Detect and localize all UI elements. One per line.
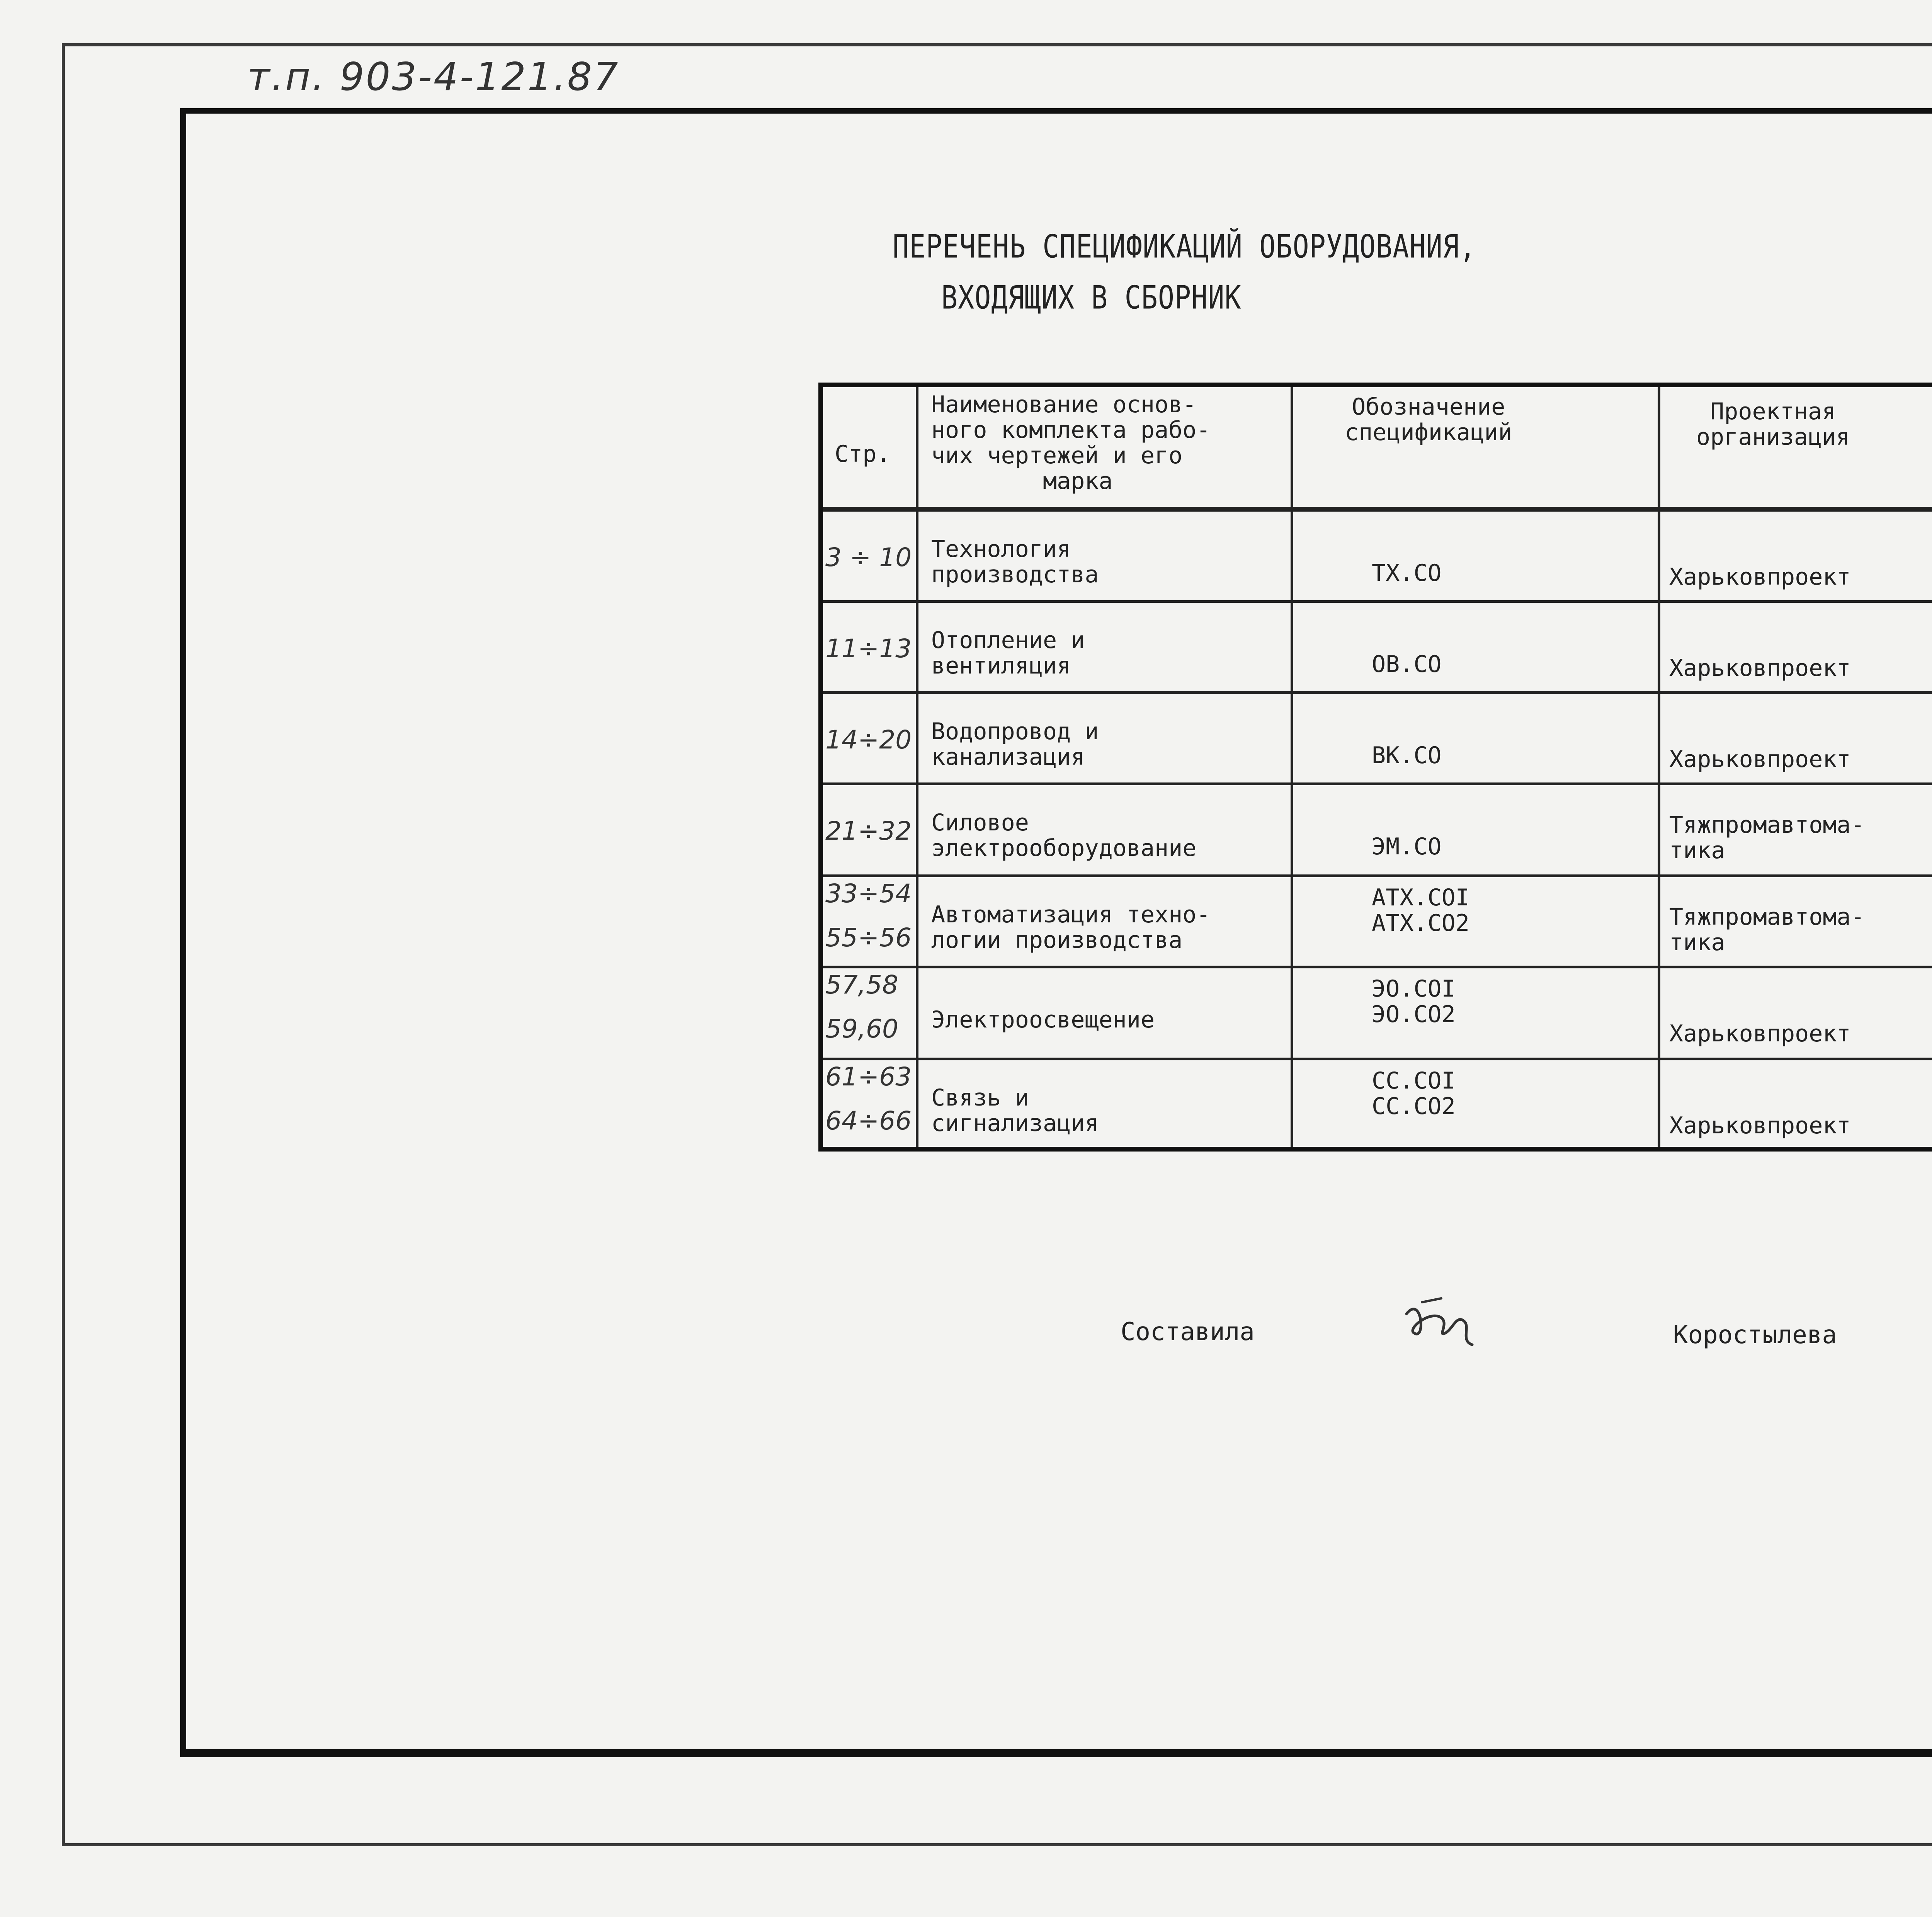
page-range: 11÷13 xyxy=(825,634,912,663)
page-range: 61÷63 xyxy=(825,1062,912,1092)
document-code: т.п. 903-4-121.87 xyxy=(247,54,620,99)
table-row xyxy=(823,968,1932,1060)
design-organization: Харьковпроект xyxy=(1669,655,1851,682)
page-range: 21÷32 xyxy=(825,816,912,846)
table-row xyxy=(823,694,1932,785)
design-organization: Харьковпроект xyxy=(1669,563,1851,590)
drawing-set-name: Отопление и вентиляция xyxy=(931,627,1085,679)
header-name: Наименование основ- ного комплекта рабо- чих чертежей и его марка xyxy=(931,391,1211,495)
header-designation: Обозначение спецификаций xyxy=(1345,393,1512,446)
page-range: 59,60 xyxy=(825,1014,898,1044)
handwritten-signature xyxy=(1399,1287,1484,1356)
column-divider xyxy=(1658,387,1660,1147)
spec-designation: ВК.СО xyxy=(1372,742,1442,769)
table-row xyxy=(823,512,1932,603)
design-organization: Харьковпроект xyxy=(1669,1020,1851,1047)
header-organization: Проектная организация xyxy=(1696,398,1850,451)
page-range: 14÷20 xyxy=(825,725,912,755)
spec-designation: ОВ.СО xyxy=(1372,651,1442,678)
drawing-set-name: Связь и сигнализация xyxy=(931,1084,1099,1137)
page-range: 3 ÷ 10 xyxy=(825,543,912,572)
column-divider xyxy=(916,387,918,1147)
spec-designation: СС.СОI СС.СО2 xyxy=(1372,1067,1456,1120)
table-row xyxy=(823,785,1932,877)
drawing-set-name: Водопровод и канализация xyxy=(931,718,1099,771)
spec-designation: ТХ.СО xyxy=(1372,560,1442,587)
header-page: Стр. xyxy=(835,441,891,468)
design-organization: Тяжпромавтома- тика xyxy=(1669,903,1865,956)
specification-table xyxy=(818,383,1932,1152)
drawing-set-name: Автоматизация техно- логии производства xyxy=(931,901,1211,954)
drawing-set-name: Силовое электрооборудование xyxy=(931,809,1197,862)
spec-designation: ЭО.СОI ЭО.СО2 xyxy=(1372,975,1456,1028)
spec-designation: АТХ.СОI АТХ.СО2 xyxy=(1372,884,1469,937)
drawing-set-name: Электроосвещение xyxy=(931,1006,1155,1033)
table-row xyxy=(823,603,1932,694)
column-divider xyxy=(1291,387,1293,1147)
compiled-by-label: Составила xyxy=(1121,1318,1255,1346)
page-range: 64÷66 xyxy=(825,1106,912,1136)
table-header-row xyxy=(823,387,1932,512)
design-organization: Харьковпроект xyxy=(1669,746,1851,773)
compiler-name: Коростылева xyxy=(1673,1321,1837,1349)
table-row xyxy=(823,1060,1932,1152)
design-organization: Харьковпроект xyxy=(1669,1112,1851,1139)
table-row xyxy=(823,877,1932,968)
page-range: 55÷56 xyxy=(825,923,912,953)
page-range: 33÷54 xyxy=(825,879,912,908)
title-line-2: ВХОДЯЩИХ В СБОРНИК xyxy=(941,279,1242,316)
spec-designation: ЭМ.СО xyxy=(1372,833,1442,860)
title-line-1: ПЕРЕЧЕНЬ СПЕЦИФИКАЦИЙ ОБОРУДОВАНИЯ, xyxy=(893,228,1476,265)
page-range: 57,58 xyxy=(825,970,898,1000)
design-organization: Тяжпромавтома- тика xyxy=(1669,811,1865,864)
drawing-set-name: Технология производства xyxy=(931,536,1099,588)
